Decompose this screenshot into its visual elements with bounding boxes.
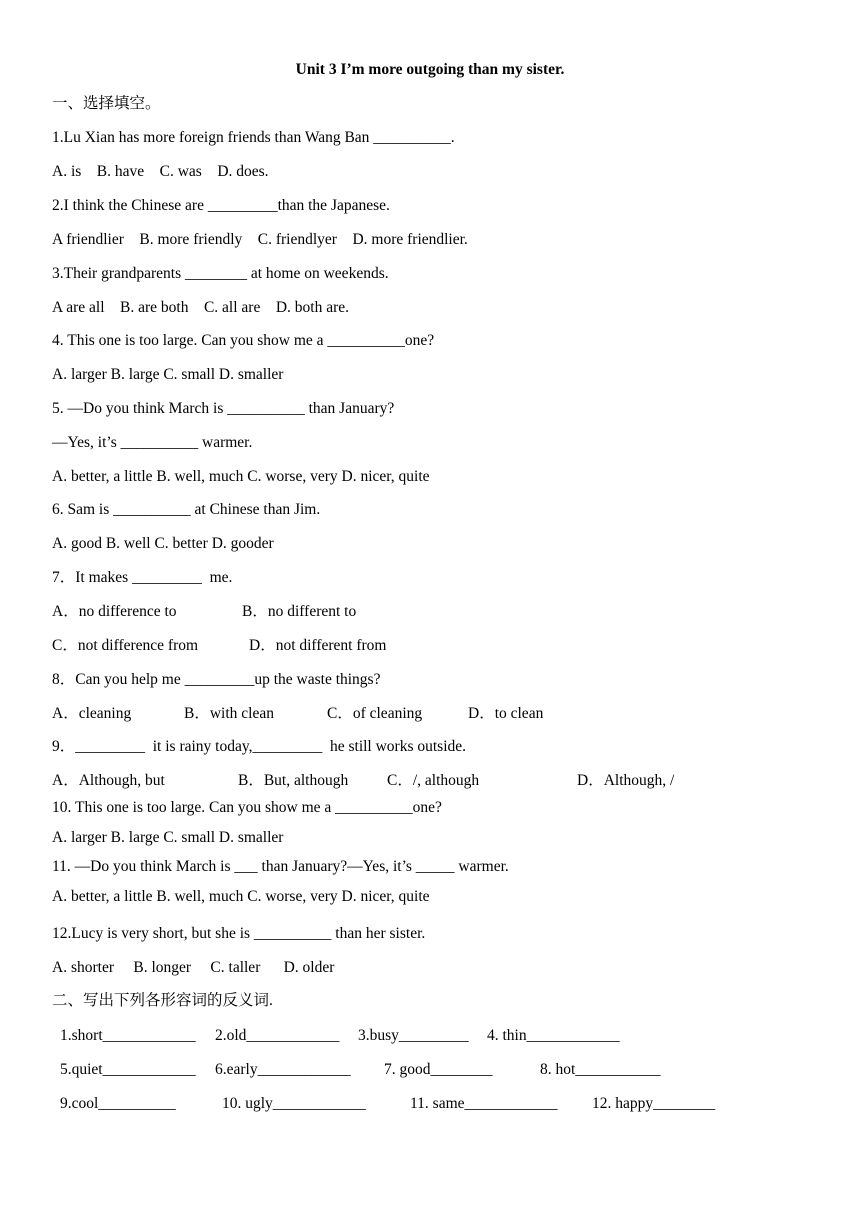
antonym-item: 11. same____________ xyxy=(410,1095,558,1112)
question-7-option-d: D．not different from xyxy=(249,637,387,654)
question-5-options: A. better, a little B. well, much C. worse, very D. nicer, quite xyxy=(52,468,430,485)
question-3-options: A are all B. are both C. all are D. both are. xyxy=(52,299,349,316)
question-9: 9．_________ it is rainy today,_________ he still works outside. xyxy=(52,738,467,755)
question-5-prompt: 5. —Do you think March is __________ than January? xyxy=(52,400,395,417)
antonym-item: 8. hot___________ xyxy=(540,1061,661,1078)
question-7: 7．It makes _________ me. xyxy=(52,569,233,586)
question-8-option-a: A．cleaning xyxy=(52,705,132,722)
antonym-item: 1.short____________ xyxy=(60,1027,196,1044)
question-10: 10. This one is too large. Can you show me a __________one? xyxy=(52,799,442,816)
question-11-options: A. better, a little B. well, much C. worse, very D. nicer, quite xyxy=(52,888,430,905)
question-8-option-b: B．with clean xyxy=(184,705,274,722)
question-7-option-c: C．not difference from xyxy=(52,637,199,654)
antonym-item: 4. thin____________ xyxy=(487,1027,620,1044)
question-9-option-d: D．Although, / xyxy=(577,772,675,789)
antonym-item: 9.cool__________ xyxy=(60,1095,176,1112)
antonym-item: 3.busy_________ xyxy=(358,1027,469,1044)
question-6: 6. Sam is __________ at Chinese than Jim. xyxy=(52,501,321,518)
question-8-option-c: C．of cleaning xyxy=(327,705,423,722)
question-7-option-a: A．no difference to xyxy=(52,603,177,620)
page-title: Unit 3 I’m more outgoing than my sister. xyxy=(295,61,565,78)
question-3: 3.Their grandparents ________ at home on weekends. xyxy=(52,265,389,282)
antonym-item: 7. good________ xyxy=(384,1061,493,1078)
question-2-options: A friendlier B. more friendly C. friendlyer D. more friendlier. xyxy=(52,231,468,248)
question-1: 1.Lu Xian has more foreign friends than Wang Ban __________. xyxy=(52,129,455,146)
antonym-item: 12. happy________ xyxy=(592,1095,716,1112)
antonym-item: 5.quiet____________ xyxy=(60,1061,196,1078)
question-8: 8．Can you help me _________up the waste things? xyxy=(52,671,381,688)
antonym-item: 10. ugly____________ xyxy=(222,1095,366,1112)
question-10-options: A. larger B. large C. small D. smaller xyxy=(52,829,284,846)
question-11: 11. —Do you think March is ___ than January?—Yes, it’s _____ warmer. xyxy=(52,858,509,875)
question-9-option-c: C．/, although xyxy=(387,772,480,789)
section-1-heading: 一、选择填空。 xyxy=(52,95,161,112)
question-12-options: A. shorter B. longer C. taller D. older xyxy=(52,959,335,976)
question-8-option-d: D．to clean xyxy=(468,705,544,722)
question-9-option-a: A．Although, but xyxy=(52,772,165,789)
question-12: 12.Lucy is very short, but she is __________ than her sister. xyxy=(52,925,426,942)
question-4-options: A. larger B. large C. small D. smaller xyxy=(52,366,284,383)
question-4: 4. This one is too large. Can you show me a __________one? xyxy=(52,332,435,349)
antonym-item: 6.early____________ xyxy=(215,1061,351,1078)
question-7-option-b: B．no different to xyxy=(242,603,357,620)
question-1-options: A. is B. have C. was D. does. xyxy=(52,163,269,180)
question-9-option-b: B．But, although xyxy=(238,772,349,789)
question-6-options: A. good B. well C. better D. gooder xyxy=(52,535,274,552)
question-5-reply: —Yes, it’s __________ warmer. xyxy=(52,434,253,451)
question-2: 2.I think the Chinese are _________than the Japanese. xyxy=(52,197,390,214)
antonym-item: 2.old____________ xyxy=(215,1027,340,1044)
section-2-heading: 二、写出下列各形容词的反义词. xyxy=(52,992,273,1009)
